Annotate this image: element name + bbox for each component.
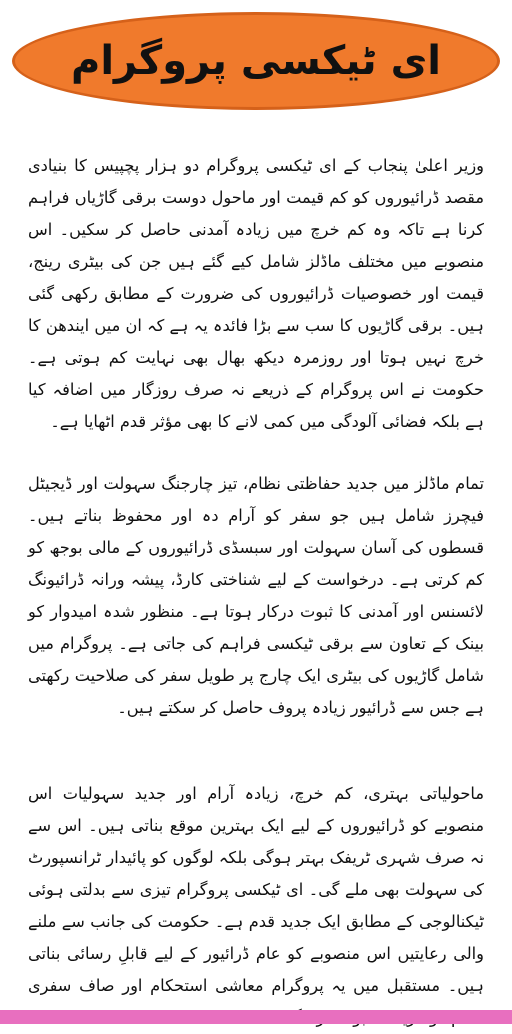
paragraph-3: ماحولیاتی بہتری، کم خرچ، زیادہ آرام اور جدید سہولیات اس منصوبے کو ڈرائیوروں کے لیے ایک بہترین موقع بناتی ہیں۔ اس سے نہ صرف شہری ٹریفک بہتر ہوگی بلکہ لوگوں کو پائیدار ٹرانسپورٹ کی سہولت بھی ملے گی۔ ای ٹیکسی پروگرام تیزی سے بدلتی ہوئی ٹیکنالوجی کے مطابق ایک جدید قدم ہے۔ حکومت کی جانب سے ملنے والی رعایتیں اس منصوبے کو عام ڈرائیور کے لیے قابلِ رسائی بناتی ہیں۔ مستقبل میں یہ پروگرام معاشی استحکام اور صاف سفری bbox=[28, 784, 484, 995]
title-banner bbox=[12, 12, 500, 110]
paragraph-2: تمام ماڈلز میں جدید حفاظتی نظام، تیز چارجنگ سہولت اور ڈیجیٹل فیچرز شامل ہیں جو سفر کو آرام دہ اور محفوظ بناتے ہیں۔ قسطوں کی آسان سہولت اور سبسڈی ڈرائیوروں کے مالی بوجھ کو کم کرتی ہے۔ درخواست کے لیے شناختی کارڈ، پیشہ ورانہ ڈرائیونگ لائسنس اور آمدنی کا ثبوت درکار ہوتا ہے۔ منظور شدہ امیدوار کو بینک کے تعاون سے برقی ٹیکسی فراہم کی جاتی ہے۔ پروگرام میں شامل گاڑیوں کی بیٹری ایک چارج پر طویل سفر کی صلاحیت رکھتی ہے جس سے ڈرائیور زیادہ پروف حاصل کر سکتے ہیں۔ bbox=[28, 474, 484, 717]
bottom-accent-bar bbox=[0, 1010, 512, 1024]
header bbox=[0, 0, 512, 118]
page-title: ای ٹیکسی پروگرام bbox=[71, 38, 441, 84]
paragraph-1: وزیر اعلیٰ پنجاب کے ای ٹیکسی پروگرام دو ہزار پچپیس کا بنیادی مقصد ڈرائیوروں کو کم قیمت اور ماحول دوست برقی گاڑیاں فراہم کرنا ہے تاکہ وہ کم خرچ میں زیادہ آمدنی حاصل کر سکیں۔ اس منصوبے میں مختلف ماڈلز شامل کیے گئے ہیں جن کی بیٹری رینج، قیمت اور خصوصیات ڈرائیوروں کی ضرورت کے مطابق رکھی گئی ہیں۔ برقی گاڑیوں کا سب سے بڑا فائدہ یہ ہے کہ ان میں ایندھن کا خرچ نہیں ہوتا اور روزمرہ دیکھ بھال بھی نہایت کم ہوتی ہے۔ حکومت نے اس پروگرام کے ذریعے نہ صرف روزگار میں اضافہ کیا ہے بلکہ فضائی آلودگی میں کمی لانے کا بھی مؤثر قدم اٹھایا ہے۔ bbox=[28, 156, 484, 431]
